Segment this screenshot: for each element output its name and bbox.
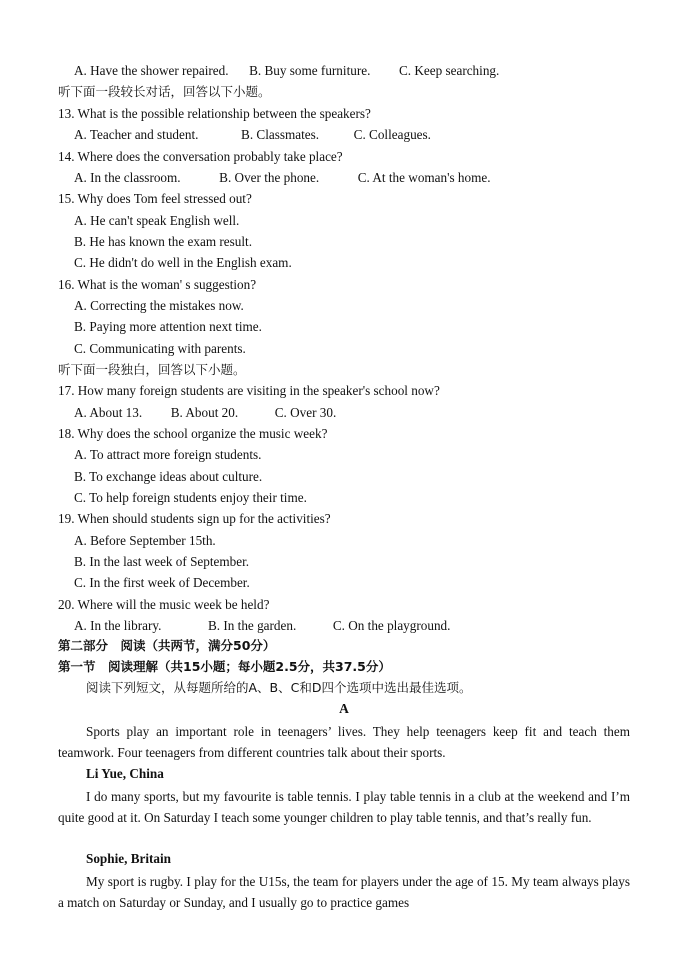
- q13-option-c: C. Colleagues.: [353, 127, 431, 142]
- speaker-li-yue: Li Yue, China: [86, 766, 164, 781]
- q14-option-a: A. In the classroom.: [74, 170, 181, 185]
- q14-option-c: C. At the woman's home.: [357, 170, 491, 185]
- q13-text: 13. What is the possible relationship between the speakers?: [58, 106, 371, 121]
- q20-option-a: A. In the library.: [74, 618, 162, 633]
- passage-intro: Sports play an important role in teenagers’ lives. They help teenagers keep fit and teach them teamwork. Four teenagers from different countries talk about their sports.: [58, 724, 630, 761]
- q14-options: [74, 169, 491, 187]
- q15-option-a: A. He can't speak English well.: [74, 213, 240, 228]
- q18-option-b: B. To exchange ideas about culture.: [74, 469, 263, 484]
- speaker-sophie: Sophie, Britain: [86, 851, 172, 866]
- q15-option-c: C. He didn't do well in the English exam.: [74, 255, 292, 270]
- instruction-monologue: 听下面一段独白，回答以下小题。: [58, 362, 246, 377]
- q17-option-a: A. About 13.: [74, 405, 143, 420]
- q16-option-a: A. Correcting the mistakes now.: [74, 298, 244, 313]
- q14-text: 14. Where does the conversation probably take place?: [58, 149, 343, 164]
- reading-instruction: 阅读下列短文，从每题所给的A、B、C和D四个选项中选出最佳选项。: [86, 680, 472, 695]
- q20-option-b: B. In the garden.: [208, 618, 297, 633]
- q17-option-c: C. Over 30.: [274, 405, 337, 420]
- q13-option-a: A. Teacher and student.: [74, 127, 199, 142]
- q14-option-b: B. Over the phone.: [219, 170, 320, 185]
- q18-text: 18. Why does the school organize the music week?: [58, 426, 328, 441]
- speaker-li-yue-text: I do many sports, but my favourite is table tennis. I play table tennis in a club at the weekend and I’m quite good at it. On Saturday I teach some younger children to play table tennis, and that’s really fun.: [58, 789, 630, 826]
- q16-text: 16. What is the woman' s suggestion?: [58, 277, 257, 292]
- speaker-sophie-text: My sport is rugby. I play for the U15s, the team for players under the age of 15. My team always plays a match on Saturday or Sunday, and I usually go to practice games: [58, 874, 630, 911]
- q18-option-a: A. To attract more foreign students.: [74, 447, 262, 462]
- passage-label: A: [339, 701, 349, 716]
- q15-option-b: B. He has known the exam result.: [74, 234, 252, 249]
- q19-option-c: C. In the first week of December.: [74, 575, 250, 590]
- q20-options: [74, 617, 450, 635]
- q13-option-b: B. Classmates.: [241, 127, 320, 142]
- q13-options: [74, 126, 431, 144]
- q16-option-c: C. Communicating with parents.: [74, 341, 246, 356]
- q12-option-b: B. Buy some furniture.: [249, 63, 371, 78]
- q12-option-a: A. Have the shower repaired.: [74, 63, 229, 78]
- q17-option-b: B. About 20.: [170, 405, 239, 420]
- q17-text: 17. How many foreign students are visiting in the speaker's school now?: [58, 383, 440, 398]
- q15-text: 15. Why does Tom feel stressed out?: [58, 191, 252, 206]
- q19-option-a: A. Before September 15th.: [74, 533, 216, 548]
- q18-option-c: C. To help foreign students enjoy their time.: [74, 490, 307, 505]
- part2-title: 第二部分 阅读（共两节，满分50分）: [58, 638, 276, 653]
- q12-option-c: C. Keep searching.: [398, 63, 500, 78]
- q19-option-b: B. In the last week of September.: [74, 554, 250, 569]
- q16-option-b: B. Paying more attention next time.: [74, 319, 262, 334]
- q17-options: [74, 404, 336, 422]
- q19-text: 19. When should students sign up for the activities?: [58, 511, 331, 526]
- q20-option-c: C. On the playground.: [332, 618, 451, 633]
- q20-text: 20. Where will the music week be held?: [58, 597, 270, 612]
- instruction-long-dialogue: 听下面一段较长对话，回答以下小题。: [58, 84, 271, 99]
- section1-title: 第一节 阅读理解（共15小题；每小题2.5分，共37.5分）: [58, 659, 391, 674]
- q12-options: [74, 62, 499, 80]
